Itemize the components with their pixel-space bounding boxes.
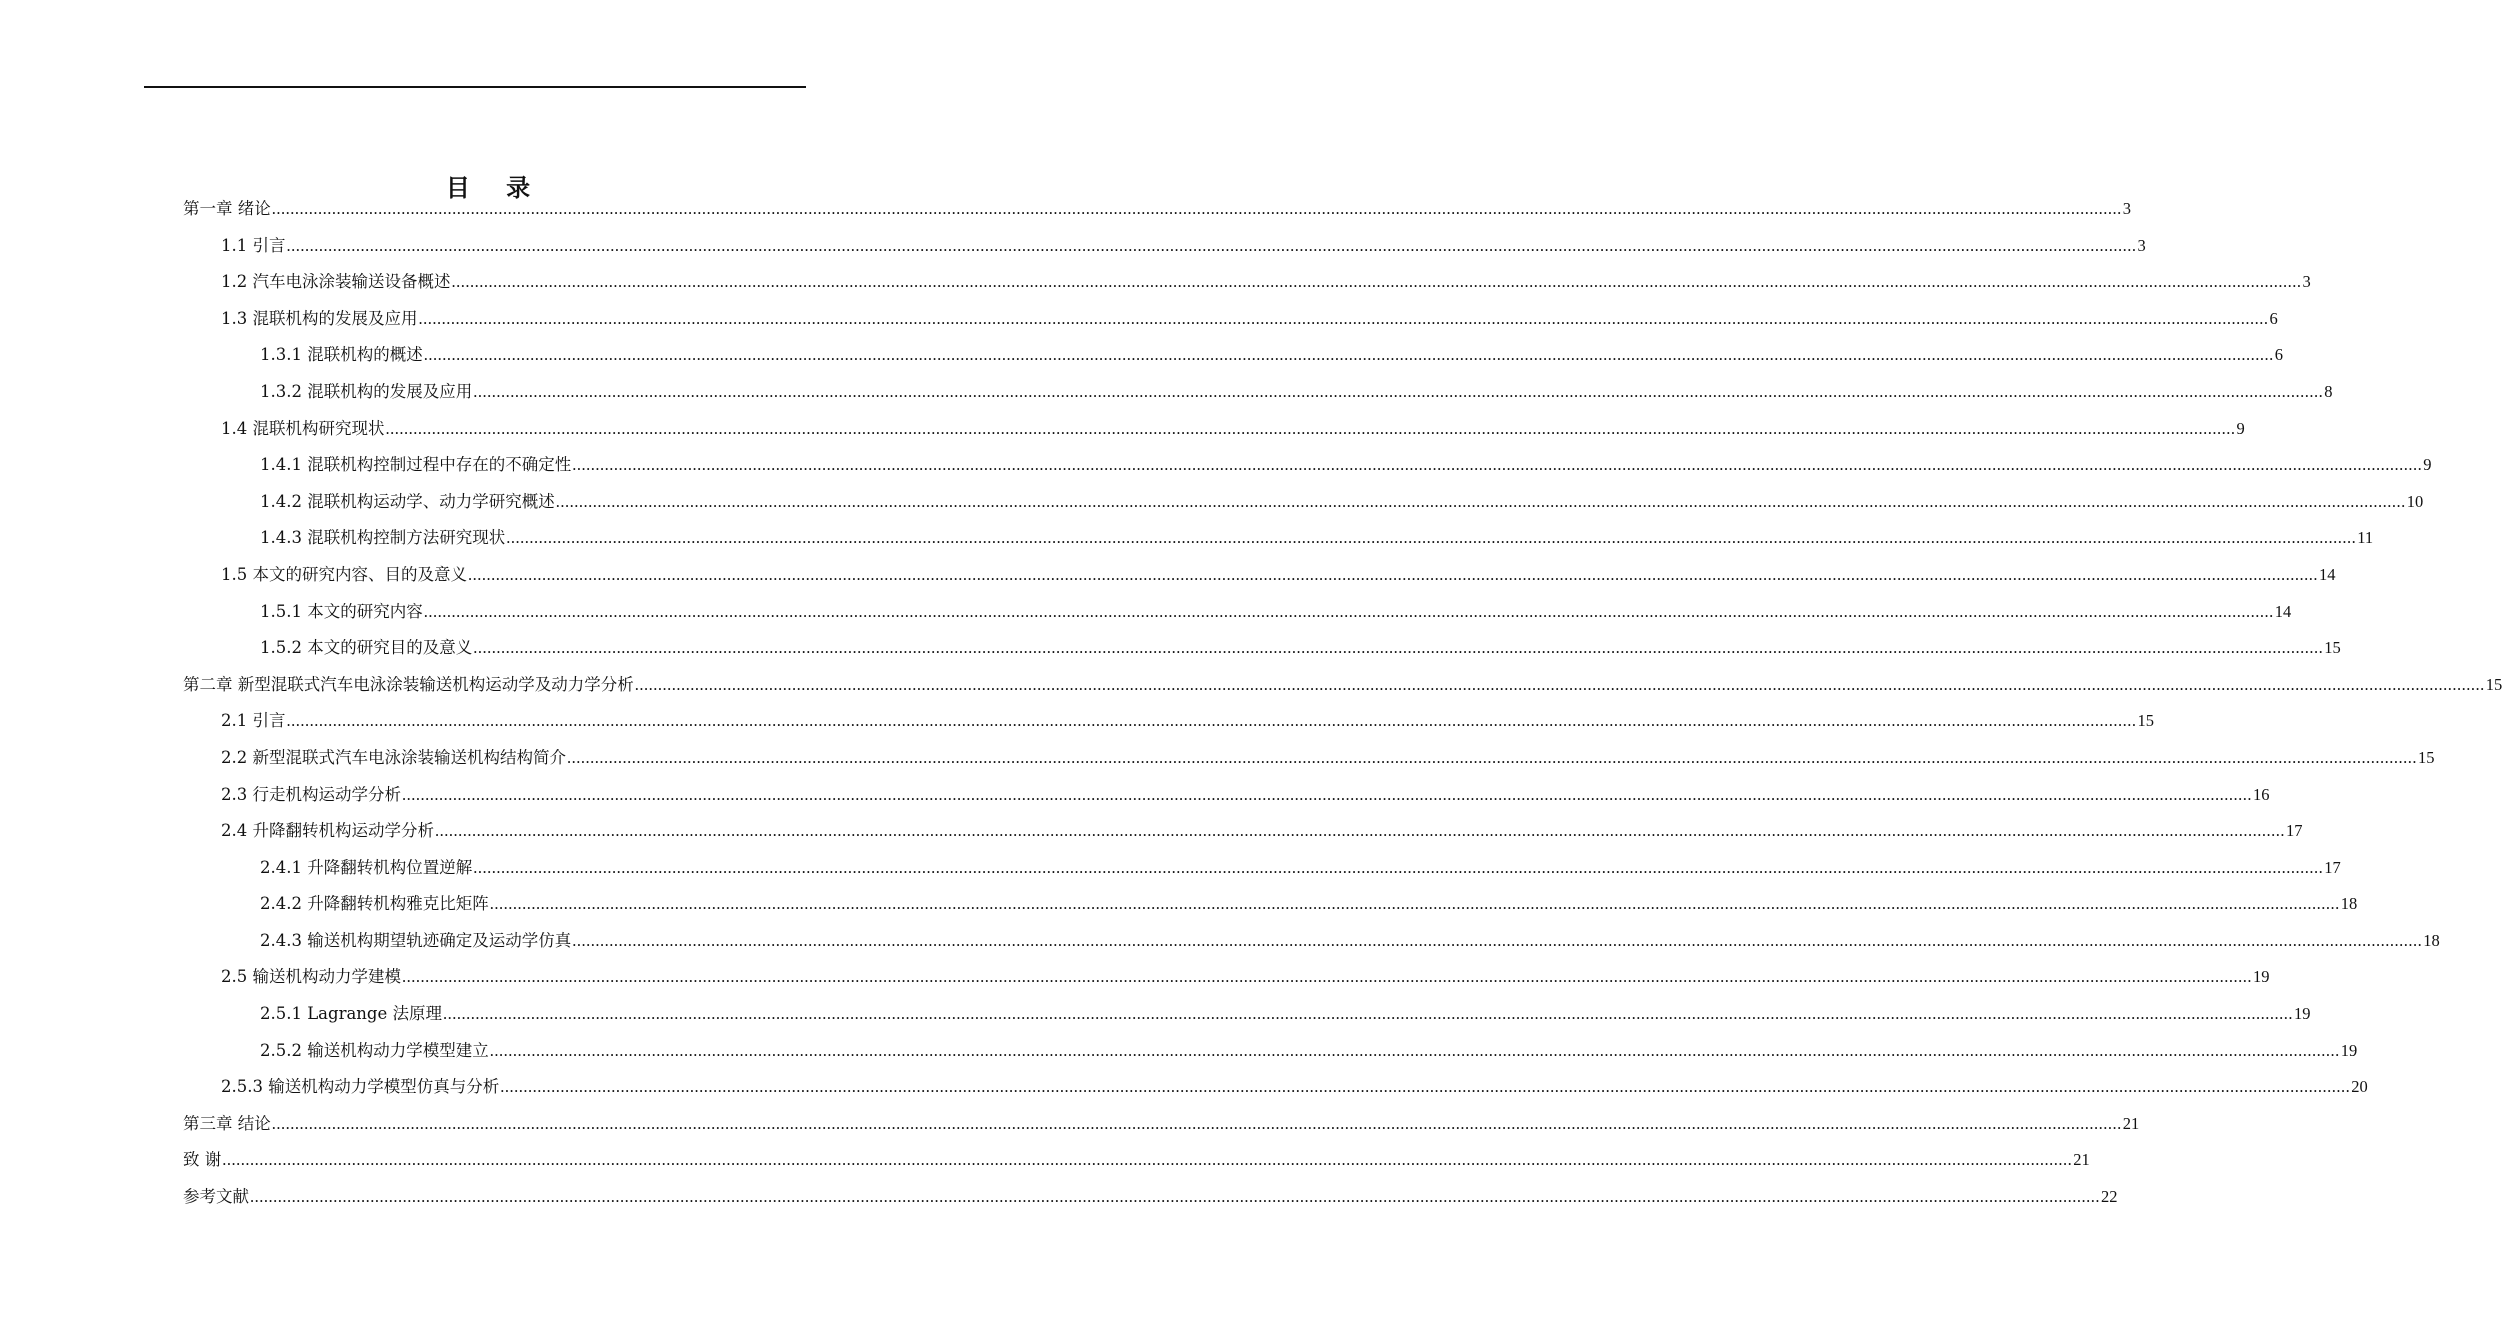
toc-entry[interactable] — [183, 923, 2440, 960]
toc-entry[interactable] — [183, 1106, 2140, 1143]
toc-dot-leader: ................................................................................................................................................................................................................................................................................................................................................................................................................ — [506, 528, 2357, 548]
toc-dot-leader: ................................................................................................................................................................................................................................................................................................................................................................................................................ — [402, 784, 2252, 804]
toc-entry-label: 第三章 结论 — [183, 1113, 271, 1133]
toc-entry-label: 参考文献 — [183, 1187, 249, 1207]
toc-entry[interactable] — [183, 886, 2358, 923]
toc-dot-leader: ................................................................................................................................................................................................................................................................................................................................................................................................................ — [572, 455, 2423, 475]
toc-dot-leader: ................................................................................................................................................................................................................................................................................................................................................................................................................ — [385, 418, 2236, 438]
toc-entry-page-number: 17 — [2324, 857, 2341, 877]
toc-entry-label: 第一章 绪论 — [183, 199, 271, 218]
toc-dot-leader: ................................................................................................................................................................................................................................................................................................................................................................................................................ — [473, 381, 2324, 401]
toc-entry[interactable] — [183, 374, 2333, 411]
toc-entry-label: 2.4.3 输送机构期望轨迹确定及运动学仿真 — [260, 930, 572, 950]
toc-dot-leader: ................................................................................................................................................................................................................................................................................................................................................................................................................ — [435, 821, 2285, 841]
toc-entry-page-number: 10 — [2406, 491, 2424, 511]
toc-entry-label: 2.5.2 输送机构动力学模型建立 — [260, 1040, 489, 1060]
toc-entry-label: 2.4.2 升降翻转机构雅克比矩阵 — [260, 894, 489, 914]
toc-dot-leader: ................................................................................................................................................................................................................................................................................................................................................................................................................ — [286, 235, 2137, 255]
toc-entry-label: 第二章 新型混联式汽车电泳涂装输送机构运动学及动力学分析 — [183, 674, 634, 694]
toc-entry-page-number: 14 — [2319, 564, 2336, 584]
toc-entry-label: 1.4.3 混联机构控制方法研究现状 — [260, 528, 506, 548]
toc-dot-leader: ................................................................................................................................................................................................................................................................................................................................................................................................................ — [286, 711, 2137, 731]
toc-entry[interactable] — [183, 484, 2424, 521]
toc-entry[interactable] — [183, 813, 2303, 850]
toc-dot-leader: ................................................................................................................................................................................................................................................................................................................................................................................................................ — [443, 1004, 2294, 1024]
toc-entry-label: 2.1 引言 — [221, 711, 286, 731]
toc-entry[interactable] — [183, 594, 2292, 631]
toc-dot-leader: ................................................................................................................................................................................................................................................................................................................................................................................................................ — [423, 345, 2274, 365]
toc-entry-label: 1.4 混联机构研究现状 — [221, 418, 385, 438]
toc-entry[interactable] — [183, 520, 2374, 557]
toc-entry-page-number: 14 — [2274, 601, 2292, 621]
toc-entry-label: 1.5 本文的研究内容、目的及意义 — [221, 564, 467, 584]
toc-dot-leader: ................................................................................................................................................................................................................................................................................................................................................................................................................ — [222, 1150, 2073, 1170]
toc-dot-leader: ................................................................................................................................................................................................................................................................................................................................................................................................................ — [250, 1187, 2100, 1207]
toc-entry[interactable] — [183, 777, 2270, 814]
toc-entry-page-number: 15 — [2137, 711, 2154, 731]
toc-entry-page-number: 21 — [2073, 1150, 2090, 1170]
toc-dot-leader: ................................................................................................................................................................................................................................................................................................................................................................................................................ — [500, 1077, 2351, 1097]
toc-dot-leader: ................................................................................................................................................................................................................................................................................................................................................................................................................ — [423, 601, 2274, 621]
toc-entry[interactable] — [183, 740, 2435, 777]
toc-dot-leader: ................................................................................................................................................................................................................................................................................................................................................................................................................ — [402, 967, 2252, 987]
toc-entry-label: 1.3.1 混联机构的概述 — [260, 345, 423, 365]
toc-entry-label: 2.4 升降翻转机构运动学分析 — [221, 821, 434, 841]
toc-entry[interactable] — [183, 630, 2341, 667]
toc-dot-leader: ................................................................................................................................................................................................................................................................................................................................................................................................................ — [451, 272, 2302, 292]
toc-entry[interactable] — [183, 1069, 2368, 1106]
toc-entry-label: 2.4.1 升降翻转机构位置逆解 — [260, 857, 473, 877]
toc-entry-page-number: 11 — [2357, 528, 2374, 548]
toc-entry-label: 1.3 混联机构的发展及应用 — [221, 308, 418, 328]
toc-entry-page-number: 16 — [2253, 784, 2270, 804]
toc-entry[interactable] — [183, 557, 2336, 594]
toc-entry-page-number: 3 — [2137, 235, 2146, 255]
toc-entry-label: 1.4.1 混联机构控制过程中存在的不确定性 — [260, 455, 572, 475]
toc-entry[interactable] — [183, 996, 2311, 1033]
toc-entry-page-number: 15 — [2418, 747, 2435, 767]
toc-dot-leader: ................................................................................................................................................................................................................................................................................................................................................................................................................ — [634, 674, 2485, 694]
toc-entry-label: 1.5.2 本文的研究目的及意义 — [260, 638, 473, 658]
toc-entry[interactable] — [183, 337, 2283, 374]
toc-entry-page-number: 6 — [2274, 345, 2283, 365]
toc-dot-leader: ................................................................................................................................................................................................................................................................................................................................................................................................................ — [572, 930, 2423, 950]
toc-entry-label: 1.2 汽车电泳涂装输送设备概述 — [221, 272, 451, 292]
toc-entry-page-number: 22 — [2101, 1187, 2118, 1207]
toc-entry-label: 1.1 引言 — [221, 235, 286, 255]
toc-entry[interactable] — [183, 1033, 2358, 1070]
toc-dot-leader: ................................................................................................................................................................................................................................................................................................................................................................................................................ — [468, 564, 2318, 584]
toc-entry[interactable] — [183, 667, 2502, 704]
toc-entry[interactable] — [183, 1179, 2118, 1216]
toc-entry-label: 2.3 行走机构运动学分析 — [221, 784, 401, 804]
toc-dot-leader: ................................................................................................................................................................................................................................................................................................................................................................................................................ — [418, 308, 2269, 328]
toc-entry[interactable] — [183, 301, 2278, 338]
toc-entry-label: 2.2 新型混联式汽车电泳涂装输送机构结构简介 — [221, 747, 566, 767]
toc-entry-page-number: 19 — [2253, 967, 2270, 987]
toc-entry-page-number: 20 — [2351, 1077, 2368, 1097]
toc-entry[interactable] — [183, 264, 2311, 301]
toc-dot-leader: ................................................................................................................................................................................................................................................................................................................................................................................................................ — [271, 199, 2122, 218]
toc-entry-page-number: 18 — [2340, 894, 2358, 914]
toc-dot-leader: ................................................................................................................................................................................................................................................................................................................................................................................................................ — [473, 857, 2324, 877]
toc-entry[interactable] — [183, 228, 2146, 265]
toc-entry-label: 1.4.2 混联机构运动学、动力学研究概述 — [260, 491, 555, 511]
toc-entry[interactable] — [183, 191, 2131, 228]
toc-entry-page-number: 9 — [2236, 418, 2245, 438]
toc-dot-leader: ................................................................................................................................................................................................................................................................................................................................................................................................................ — [567, 747, 2417, 767]
table-of-contents — [183, 191, 2502, 1216]
toc-entry[interactable] — [183, 850, 2341, 887]
toc-entry[interactable] — [183, 959, 2270, 996]
toc-entry-page-number: 19 — [2340, 1040, 2358, 1060]
toc-entry-page-number: 21 — [2122, 1113, 2140, 1133]
toc-entry[interactable] — [183, 703, 2154, 740]
toc-entry-label: 1.5.1 本文的研究内容 — [260, 601, 423, 621]
toc-entry-label: 1.3.2 混联机构的发展及应用 — [260, 381, 473, 401]
toc-dot-leader: ................................................................................................................................................................................................................................................................................................................................................................................................................ — [555, 491, 2406, 511]
toc-dot-leader: ................................................................................................................................................................................................................................................................................................................................................................................................................ — [489, 894, 2340, 914]
toc-entry[interactable] — [183, 411, 2245, 448]
toc-dot-leader: ................................................................................................................................................................................................................................................................................................................................................................................................................ — [489, 1040, 2340, 1060]
toc-entry-label: 2.5.1 Lagrange 法原理 — [260, 1004, 443, 1024]
toc-entry-page-number: 15 — [2324, 638, 2341, 658]
toc-entry-label: 2.5.3 输送机构动力学模型仿真与分析 — [221, 1077, 500, 1097]
header-rule — [144, 86, 806, 88]
toc-entry-page-number: 19 — [2294, 1004, 2311, 1024]
toc-entry[interactable] — [183, 447, 2432, 484]
toc-entry-page-number: 8 — [2324, 381, 2333, 401]
toc-entry-label: 致 谢 — [183, 1150, 222, 1170]
toc-entry-page-number: 9 — [2423, 455, 2432, 475]
toc-title: 目 录 — [445, 173, 545, 203]
toc-entry-page-number: 17 — [2286, 821, 2303, 841]
toc-entry[interactable] — [183, 1142, 2090, 1179]
toc-entry-page-number: 6 — [2269, 308, 2278, 328]
toc-dot-leader: ................................................................................................................................................................................................................................................................................................................................................................................................................ — [473, 638, 2324, 658]
toc-entry-page-number: 18 — [2423, 930, 2440, 950]
toc-entry-page-number: 3 — [2122, 199, 2131, 218]
toc-entry-page-number: 15 — [2485, 674, 2502, 694]
toc-entry-page-number: 3 — [2302, 272, 2311, 292]
toc-dot-leader: ................................................................................................................................................................................................................................................................................................................................................................................................................ — [271, 1113, 2122, 1133]
toc-entry-label: 2.5 输送机构动力学建模 — [221, 967, 401, 987]
